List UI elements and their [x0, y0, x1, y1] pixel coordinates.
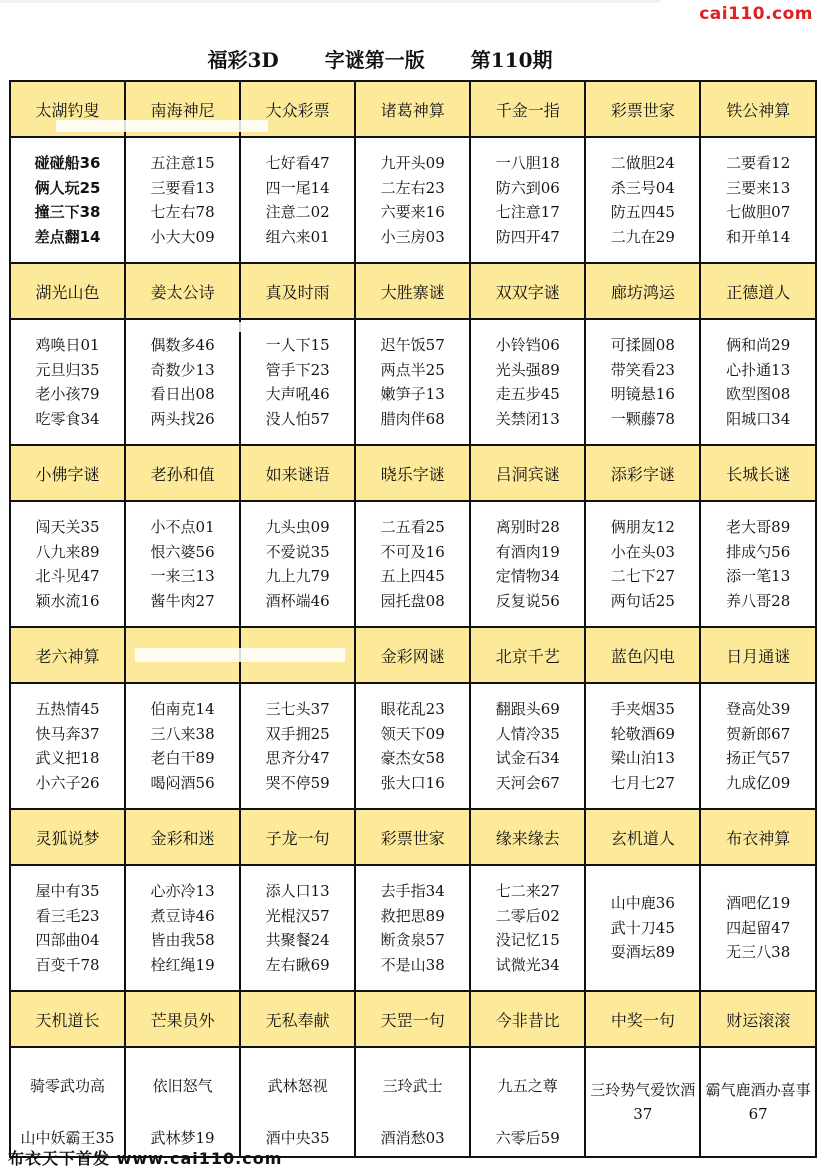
riddle-line: 酒消愁03	[380, 1128, 445, 1147]
riddle-line: 试微光34	[495, 955, 560, 974]
riddle-line: 鸡唤日01	[35, 336, 100, 354]
column-header: 今非昔比	[471, 992, 586, 1048]
riddle-line: 恨六婆56	[150, 542, 215, 561]
column-header: 诸葛神算	[356, 82, 471, 138]
riddle-line: 无三八38	[726, 943, 791, 962]
riddle-cell	[241, 684, 356, 810]
riddle-line: 腊肉伴68	[380, 409, 445, 428]
column-header: 天机道长	[11, 992, 126, 1048]
riddle-cell	[126, 866, 241, 992]
column-header: 大胜寨谜	[356, 264, 471, 320]
riddle-line: 反复说56	[495, 591, 560, 610]
riddle-cell	[126, 684, 241, 810]
column-header: 财运滚滚	[701, 992, 817, 1048]
riddle-line: 七注意17	[495, 203, 560, 221]
riddle-line: 俩人玩25	[34, 178, 101, 197]
riddle-cell	[11, 138, 126, 264]
header-row	[11, 628, 817, 684]
riddle-cell	[11, 1048, 126, 1158]
column-header: 金彩网谜	[356, 628, 471, 684]
riddle-cell	[356, 684, 471, 810]
riddle-line: 去手指34	[380, 882, 445, 900]
riddle-row	[11, 138, 817, 264]
column-header: 廊坊鸿运	[586, 264, 701, 320]
riddle-cell	[701, 502, 817, 628]
riddle-line: 二左右23	[380, 178, 445, 197]
riddle-line: 张大口16	[380, 773, 445, 792]
riddle-cell	[241, 320, 356, 446]
riddle-line: 试金石34	[495, 749, 560, 767]
riddle-line: 二做胆24	[610, 154, 675, 172]
column-header: 长城长谜	[701, 446, 817, 502]
riddle-line: 没记忆15	[495, 931, 560, 949]
riddle-cell	[126, 1048, 241, 1158]
riddle-cell	[586, 1048, 701, 1158]
column-header: 姜太公诗	[126, 264, 241, 320]
riddle-line: 二零后02	[495, 906, 560, 925]
riddle-line: 碰碰船36	[34, 154, 101, 172]
riddle-line: 可揉圆08	[610, 336, 675, 354]
riddle-line: 武林怒视	[267, 1077, 328, 1095]
column-header: 正德道人	[701, 264, 817, 320]
riddle-line: 小三房03	[380, 227, 445, 246]
riddle-line: 光棍汉57	[265, 906, 330, 925]
riddle-cell	[126, 502, 241, 628]
riddle-line: 山中鹿36	[610, 894, 675, 913]
riddle-line: 煮豆诗46	[150, 906, 215, 925]
riddle-line: 离别时28	[495, 518, 560, 536]
riddle-row	[11, 866, 817, 992]
riddle-line: 山中妖霸王35	[20, 1128, 115, 1147]
riddle-cell	[11, 684, 126, 810]
riddle-line: 武义把18	[35, 749, 100, 767]
header-row	[11, 992, 817, 1048]
riddle-cell	[586, 684, 701, 810]
riddle-line: 百变千78	[35, 955, 100, 974]
riddle-cell	[356, 320, 471, 446]
riddle-line: 酱牛肉27	[150, 591, 215, 610]
riddle-line: 贺新郎67	[726, 724, 791, 743]
riddle-line: 吃零食34	[35, 409, 100, 428]
riddle-line: 三玲武士	[382, 1077, 443, 1095]
riddle-line: 依旧怒气	[152, 1077, 213, 1095]
riddle-line: 注意二02	[265, 203, 330, 221]
riddle-line: 一八胆18	[495, 154, 560, 172]
riddle-line: 差点翻14	[34, 227, 101, 246]
riddle-cell	[471, 502, 586, 628]
riddle-line: 明镜悬16	[610, 385, 675, 403]
riddle-line: 七左右78	[150, 203, 215, 221]
column-header: 无私奉献	[241, 992, 356, 1048]
riddle-line: 二七下27	[610, 567, 675, 585]
column-header: 北京千艺	[471, 628, 586, 684]
riddle-line: 防六到06	[495, 178, 560, 197]
riddle-line: 组六来01	[265, 227, 330, 246]
header-row	[11, 446, 817, 502]
column-header: 子龙一句	[241, 810, 356, 866]
riddle-line: 六零后59	[495, 1128, 560, 1147]
riddle-line: 皆由我58	[150, 931, 215, 949]
riddle-line: 九开头09	[380, 154, 445, 172]
riddle-line: 奇数少13	[150, 360, 215, 379]
riddle-line: 四一尾14	[265, 178, 330, 197]
column-header: 双双字谜	[471, 264, 586, 320]
column-header: 日月通谜	[701, 628, 817, 684]
riddle-row	[11, 320, 817, 446]
riddle-line: 小铃铛06	[495, 336, 560, 354]
riddle-cell	[241, 866, 356, 992]
column-header: 老孙和值	[126, 446, 241, 502]
riddle-line: 九成亿09	[726, 773, 791, 792]
riddle-cell	[356, 866, 471, 992]
riddle-line: 双手拥25	[265, 724, 330, 743]
riddle-line: 闯天关35	[35, 518, 100, 536]
riddle-line: 小大大09	[150, 227, 215, 246]
riddle-line: 八九来89	[35, 542, 100, 561]
column-header: 金彩和迷	[126, 810, 241, 866]
column-header: 灵狐说梦	[11, 810, 126, 866]
riddle-cell	[701, 320, 817, 446]
riddle-line: 一颗藤78	[610, 409, 675, 428]
riddle-line: 老小孩79	[35, 385, 100, 403]
riddle-cell	[11, 502, 126, 628]
title-lottery: 福彩3D	[207, 48, 279, 72]
riddle-line: 登高处39	[726, 700, 791, 718]
riddle-cell	[11, 320, 126, 446]
smudge-3	[135, 648, 345, 662]
riddle-line: 添一笔13	[726, 567, 791, 585]
riddle-line: 迟午饭57	[380, 336, 445, 354]
riddle-line: 大声吼46	[265, 385, 330, 403]
riddle-line: 没人怕57	[265, 409, 330, 428]
riddle-line: 思齐分47	[265, 749, 330, 767]
riddle-cell	[241, 138, 356, 264]
riddle-line: 嫩笋子13	[380, 385, 445, 403]
riddle-cell	[701, 138, 817, 264]
riddle-line: 九上九79	[265, 567, 330, 585]
riddle-line: 九五之尊	[497, 1077, 558, 1095]
riddle-line: 哭不停59	[265, 773, 330, 792]
riddle-table	[9, 80, 817, 1158]
footer-credit: 布衣天下首发 www.cai110.com	[8, 1149, 283, 1168]
riddle-line: 眼花乱23	[380, 700, 445, 718]
riddle-line: 养八哥28	[726, 591, 791, 610]
riddle-line: 北斗见47	[35, 567, 100, 585]
riddle-line: 栓红绳19	[150, 955, 215, 974]
riddle-line: 三要来13	[726, 178, 791, 197]
riddle-line: 看三毛23	[35, 906, 100, 925]
column-header: 小佛字谜	[11, 446, 126, 502]
smudge-2	[232, 322, 342, 332]
riddle-line: 人情冷35	[495, 724, 560, 743]
column-header: 吕洞宾谜	[471, 446, 586, 502]
riddle-line: 翻跟头69	[495, 700, 560, 718]
riddle-cell	[701, 684, 817, 810]
site-logo: cai110.com	[699, 4, 813, 24]
riddle-line: 九头虫09	[265, 518, 330, 536]
riddle-cell	[11, 866, 126, 992]
riddle-cell	[471, 138, 586, 264]
riddle-line: 不是山38	[380, 955, 445, 974]
riddle-line: 俩和尚29	[726, 336, 791, 354]
riddle-line: 七月七27	[610, 773, 675, 792]
riddle-row	[11, 1048, 817, 1158]
riddle-line: 豪杰女58	[380, 749, 445, 767]
riddle-line: 断贪泉57	[380, 931, 445, 949]
riddle-line: 左右瞅69	[265, 955, 330, 974]
column-header: 大众彩票	[241, 82, 356, 138]
riddle-cell	[471, 320, 586, 446]
column-header: 铁公神算	[701, 82, 817, 138]
riddle-line: 元旦归35	[35, 360, 100, 379]
riddle-line: 一人下15	[265, 336, 330, 354]
riddle-cell	[356, 138, 471, 264]
riddle-line: 手夹烟35	[610, 700, 675, 718]
riddle-line: 小不点01	[150, 518, 215, 536]
riddle-cell	[586, 320, 701, 446]
riddle-line: 武林梦19	[150, 1128, 215, 1147]
riddle-line: 防四开47	[495, 227, 560, 246]
column-header: 真及时雨	[241, 264, 356, 320]
title-section: 字谜第一版	[324, 48, 425, 72]
riddle-cell	[586, 138, 701, 264]
riddle-line: 五热情45	[35, 700, 100, 718]
riddle-line: 霸气鹿酒办喜事67	[705, 1081, 811, 1123]
riddle-line: 小在头03	[610, 542, 675, 561]
column-header: 中奖一句	[586, 992, 701, 1048]
riddle-cell	[356, 1048, 471, 1158]
riddle-cell	[586, 866, 701, 992]
riddle-line: 喝闷酒56	[150, 773, 215, 792]
riddle-line: 酒杯端46	[265, 591, 330, 610]
riddle-line: 欧型图08	[726, 385, 791, 403]
riddle-line: 五注意15	[150, 154, 215, 172]
riddle-line: 轮敬酒69	[610, 724, 675, 743]
column-header: 彩票世家	[586, 82, 701, 138]
riddle-cell	[586, 502, 701, 628]
riddle-line: 扬正气57	[726, 749, 791, 767]
riddle-line: 七二来27	[495, 882, 560, 900]
riddle-line: 三七头37	[265, 700, 330, 718]
riddle-line: 看日出08	[150, 385, 215, 403]
riddle-line: 领天下09	[380, 724, 445, 743]
column-header: 南海神尼	[126, 82, 241, 138]
riddle-line: 酒吧亿19	[726, 894, 791, 913]
riddle-line: 一来三13	[150, 567, 215, 585]
column-header: 晓乐字谜	[356, 446, 471, 502]
riddle-line: 天河会67	[495, 773, 560, 792]
riddle-line: 园托盘08	[380, 591, 445, 610]
riddle-cell	[471, 684, 586, 810]
column-header: 布衣神算	[701, 810, 817, 866]
riddle-line: 伯南克14	[150, 700, 215, 718]
riddle-line: 三八来38	[150, 724, 215, 743]
column-header: 添彩字谜	[586, 446, 701, 502]
riddle-line: 老白干89	[150, 749, 215, 767]
riddle-cell	[471, 866, 586, 992]
header-row	[11, 264, 817, 320]
column-header: 太湖钓叟	[11, 82, 126, 138]
riddle-cell	[356, 502, 471, 628]
riddle-line: 有酒肉19	[495, 542, 560, 561]
column-header: 千金一指	[471, 82, 586, 138]
riddle-cell	[471, 1048, 586, 1158]
column-header: 芒果员外	[126, 992, 241, 1048]
riddle-cell	[241, 1048, 356, 1158]
top-divider	[0, 0, 660, 3]
riddle-line: 管手下23	[265, 360, 330, 379]
riddle-line: 四起留47	[726, 918, 791, 937]
riddle-line: 七好看47	[265, 154, 330, 172]
riddle-line: 撞三下38	[34, 203, 101, 221]
riddle-line: 定情物34	[495, 567, 560, 585]
riddle-cell	[701, 1048, 817, 1158]
riddle-cell	[701, 866, 817, 992]
riddle-line: 七做胆07	[726, 203, 791, 221]
riddle-line: 三要看13	[150, 178, 215, 197]
riddle-line: 心扑通13	[726, 360, 791, 379]
riddle-line: 心亦冷13	[150, 882, 215, 900]
riddle-line: 不可及16	[380, 542, 445, 561]
column-header: 湖光山色	[11, 264, 126, 320]
riddle-line: 二九在29	[610, 227, 675, 246]
riddle-line: 俩朋友12	[610, 518, 675, 536]
riddle-line: 杀三号04	[610, 178, 675, 197]
riddle-line: 带笑看23	[610, 360, 675, 379]
riddle-line: 梁山泊13	[610, 749, 675, 767]
riddle-cell	[241, 502, 356, 628]
column-header: 老六神算	[11, 628, 126, 684]
column-header: 蓝色闪电	[586, 628, 701, 684]
riddle-row	[11, 684, 817, 810]
riddle-line: 共聚餐24	[265, 931, 330, 949]
riddle-line: 排成勺56	[726, 542, 791, 561]
riddle-line: 耍酒坛89	[610, 943, 675, 962]
riddle-line: 阳城口34	[726, 409, 791, 428]
riddle-line: 添人口13	[265, 882, 330, 900]
riddle-line: 小六子26	[35, 773, 100, 792]
riddle-line: 两头找26	[150, 409, 215, 428]
riddle-line: 老大哥89	[726, 518, 791, 536]
riddle-line: 屋中有35	[35, 882, 100, 900]
riddle-line: 五上四45	[380, 567, 445, 585]
riddle-line: 不爱说35	[265, 542, 330, 561]
riddle-line: 两句话25	[610, 591, 675, 610]
riddle-line: 酒中央35	[265, 1128, 330, 1147]
riddle-line: 和开单14	[726, 227, 791, 246]
column-header: 如来谜语	[241, 446, 356, 502]
riddle-line: 两点半25	[380, 360, 445, 379]
column-header: 缘来缘去	[471, 810, 586, 866]
riddle-line: 三玲势气爱饮酒37	[590, 1081, 696, 1123]
riddle-line: 快马奔37	[35, 724, 100, 743]
riddle-line: 走五步45	[495, 385, 560, 403]
riddle-line: 偶数多46	[150, 336, 215, 354]
riddle-row	[11, 502, 817, 628]
riddle-cell	[126, 138, 241, 264]
riddle-line: 武十刀45	[610, 918, 675, 937]
page-title	[0, 44, 760, 78]
column-header: 彩票世家	[356, 810, 471, 866]
riddle-line: 颖水流16	[35, 591, 100, 610]
riddle-line: 二要看12	[726, 154, 791, 172]
smudge-1	[56, 120, 268, 132]
riddle-line: 四部曲04	[35, 931, 100, 949]
title-issue: 第110期	[470, 48, 553, 72]
column-header: 天罡一句	[356, 992, 471, 1048]
riddle-line: 六要来16	[380, 203, 445, 221]
column-header: 玄机道人	[586, 810, 701, 866]
riddle-line: 关禁闭13	[495, 409, 560, 428]
header-row	[11, 810, 817, 866]
riddle-line: 骑零武功高	[30, 1077, 106, 1095]
riddle-line: 二五看25	[380, 518, 445, 536]
riddle-line: 救把思89	[380, 906, 445, 925]
riddle-line: 光头强89	[495, 360, 560, 379]
riddle-line: 防五四45	[610, 203, 675, 221]
riddle-cell	[126, 320, 241, 446]
